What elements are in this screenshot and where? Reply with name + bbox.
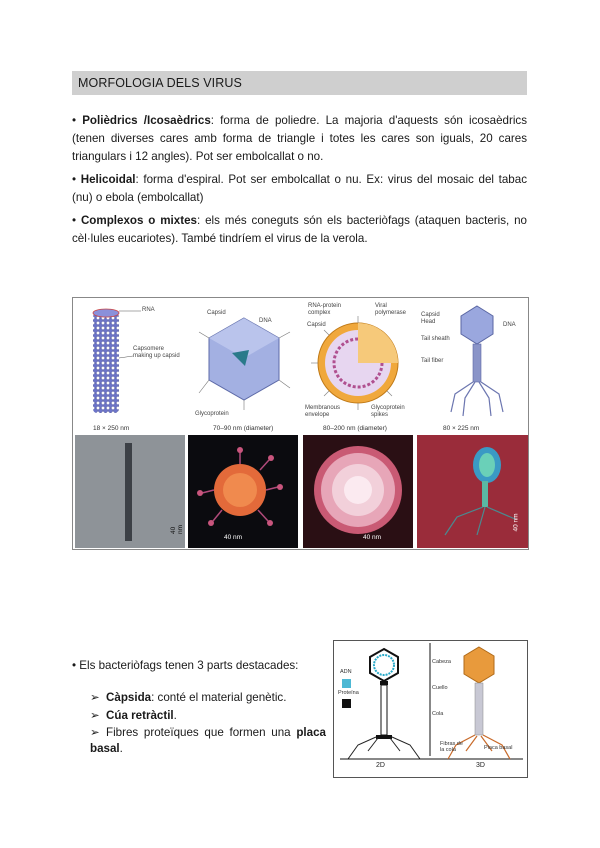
desc-tail: . bbox=[173, 709, 177, 722]
arrow-bullet-icon: ➢ bbox=[90, 691, 100, 704]
arrow-bullet-icon: ➢ bbox=[90, 709, 100, 722]
label-tail-sheath: Tail sheath bbox=[421, 336, 450, 342]
phage-intro: • Els bacteriòfags tenen 3 parts destacades: bbox=[72, 659, 299, 672]
label-fibras: Fibras de la cola bbox=[440, 741, 463, 753]
scale-bar-1: 40 nm bbox=[170, 524, 184, 534]
scale-bar-4: 40 nm bbox=[512, 513, 520, 532]
desc-capsid: : conté el material genètic. bbox=[151, 691, 287, 704]
list-item-fibers bbox=[90, 725, 326, 757]
label-glycoprotein: Glycoprotein bbox=[195, 411, 229, 417]
term-polyhedral: Polièdrics /Icosaèdrics bbox=[82, 114, 211, 127]
enveloped-virus-illustration bbox=[301, 298, 415, 423]
term-capsid: Càpsida bbox=[106, 691, 152, 704]
label-cabeza: Cabeza bbox=[432, 659, 451, 665]
icosahedral-micrograph-image bbox=[188, 435, 298, 548]
label-cola: Cola bbox=[432, 711, 444, 717]
icosahedral-virus-illustration bbox=[187, 298, 301, 423]
caption-complex-size: 80 × 225 nm bbox=[443, 425, 480, 432]
label-tail-fiber: Tail fiber bbox=[421, 358, 444, 364]
caption-helical-size: 18 × 250 nm bbox=[93, 425, 130, 432]
label-dna: DNA bbox=[259, 318, 272, 324]
label-rna-protein: RNA-protein complex bbox=[308, 303, 342, 316]
arrow-bullet-icon: ➢ bbox=[90, 726, 100, 739]
icosahedral-virus-drawing bbox=[187, 298, 301, 423]
bacteriophage-figure bbox=[333, 640, 528, 778]
label-placa-basal: Placa basal bbox=[484, 745, 513, 751]
list-item-capsid bbox=[90, 690, 286, 706]
enveloped-micrograph-image bbox=[303, 435, 413, 548]
desc-polyhedral: : forma de poliedre. La majoria d'aquests són icosaèdrics (tenen diverses cares amb forma de triangle i totes les cares son iguals, 20 cares triangulars i 12 angles). Pot ser embolcallat o no. bbox=[72, 114, 528, 163]
paragraph-complex: • Complexos o mixtes: els més coneguts són els bacteriòfags (ataquen bacteris, no cèl·lules eucariotes). També tindríem el virus de la verola. bbox=[72, 214, 527, 245]
complex-virus-illustration bbox=[415, 298, 529, 423]
desc-complex: : els més coneguts són els bacteriòfags (ataquen bacteris, no cèl·lules eucariotes). També tindríem el virus de la verola. bbox=[72, 214, 527, 245]
paragraph-helical: • Helicoidal: forma d'espiral. Pot ser embolcallat o nu. Ex: virus del mosaic del tabac (nu) o ebola (embolcallat) bbox=[72, 173, 527, 204]
enveloped-micrograph bbox=[303, 435, 413, 548]
label-membranous-envelope: Membranous envelope bbox=[305, 405, 341, 418]
label-capsid-2: Capsid bbox=[307, 322, 326, 328]
caption-enveloped-size: 80–200 nm (diameter) bbox=[323, 425, 387, 432]
term-helical: Helicoidal bbox=[80, 173, 136, 186]
label-capsomere: Capsomere making up capsid bbox=[133, 346, 180, 359]
helical-micrograph bbox=[75, 435, 185, 548]
caption-icosahedral-size: 70–90 nm (diameter) bbox=[213, 425, 274, 432]
scale-bar-3: 40 nm bbox=[363, 534, 382, 541]
label-capsid: Capsid bbox=[207, 310, 226, 316]
helical-micrograph-image bbox=[75, 435, 185, 548]
bacteriophage-diagram bbox=[334, 641, 528, 778]
label-2d: 2D bbox=[376, 762, 385, 769]
term-basal-plate: placa basal bbox=[90, 726, 326, 755]
label-proteina: Proteïna bbox=[338, 690, 359, 696]
label-glycoprotein-spikes: Glycoprotein spikes bbox=[371, 405, 405, 418]
desc-fibers: Fibres proteïques que formen una bbox=[106, 726, 297, 739]
section-header: MORFOLOGIA DELS VIRUS bbox=[72, 71, 527, 95]
scale-bar-2: 40 nm bbox=[224, 534, 243, 541]
label-adn: ADN bbox=[340, 669, 352, 675]
label-capsid-head: Capsid Head bbox=[421, 312, 440, 325]
desc-fibers-end: . bbox=[119, 742, 123, 755]
label-cuello: Cuello bbox=[432, 685, 448, 691]
paragraph-polyhedral: • Polièdrics /Icosaèdrics: forma de poliedre. La majoria d'aquests són icosaèdrics (tenen diverses cares amb forma de triangle i totes les cares son iguals, 20 cares triangulars i 12 angles). Pot ser embolcallat o no. bbox=[72, 114, 528, 163]
label-rna: RNA bbox=[142, 307, 155, 313]
helical-virus-drawing bbox=[73, 298, 187, 423]
label-3d: 3D bbox=[476, 762, 485, 769]
term-complex: Complexos o mixtes bbox=[80, 214, 197, 227]
complex-micrograph-image bbox=[417, 435, 528, 548]
label-dna-2: DNA bbox=[503, 322, 516, 328]
helical-virus-illustration bbox=[73, 298, 187, 423]
term-tail: Cúa retràctil bbox=[106, 709, 174, 722]
desc-helical: : forma d'espiral. Pot ser embolcallat o nu. Ex: virus del mosaic del tabac (nu) o ebola (embolcallat) bbox=[72, 173, 527, 204]
icosahedral-micrograph bbox=[188, 435, 298, 548]
complex-micrograph bbox=[417, 435, 528, 548]
list-item-tail bbox=[90, 708, 177, 724]
virus-morphology-figure bbox=[72, 297, 529, 550]
label-viral-polymerase: Viral polymerase bbox=[375, 303, 407, 316]
